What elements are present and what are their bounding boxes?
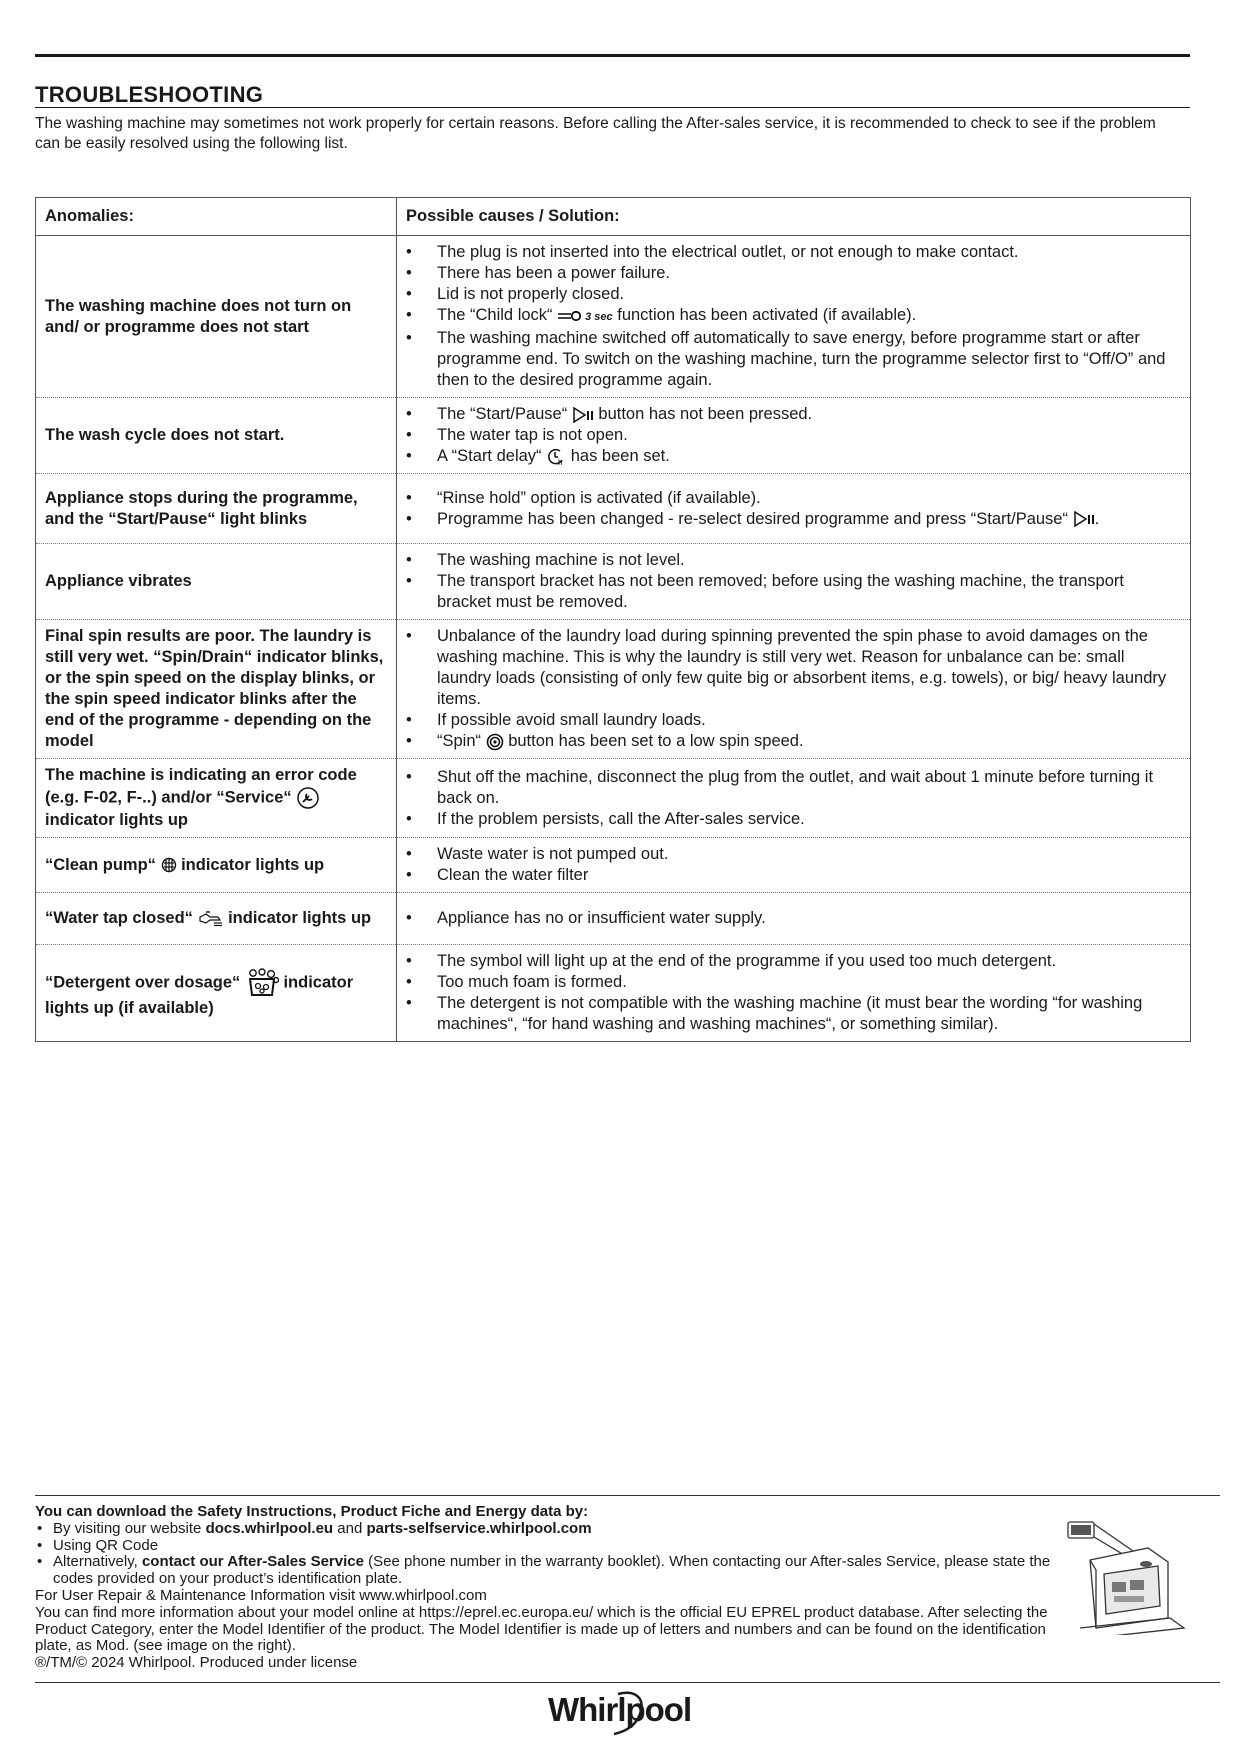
solution-cell (397, 474, 1191, 544)
text: has been set. (566, 447, 670, 465)
after-sales-text: contact our After-Sales Service (141, 1553, 364, 1571)
start-pause-icon (1073, 511, 1095, 527)
table-row (36, 474, 1191, 544)
causes-list (397, 242, 1178, 391)
text: “Water tap closed“ (45, 909, 198, 927)
text: The “Child lock“ (437, 306, 558, 324)
title-rule (35, 107, 1190, 108)
website-link-docs[interactable]: docs.whirlpool.eu (205, 1519, 334, 1537)
list-item (397, 908, 1178, 929)
list-item: • Using QR Code (35, 1538, 1055, 1555)
text: Shut off the machine, disconnect the plug from the outlet, and wait about 1 minute before turning it back on. (437, 767, 1154, 807)
table-row (36, 945, 1191, 1042)
list-item (397, 809, 1178, 830)
repair-info: For User Repair & Maintenance Information visit www.whirlpool.com (35, 1586, 487, 1604)
water-tap-icon (198, 911, 224, 927)
anomaly-cell (36, 398, 397, 474)
table-row (36, 838, 1191, 893)
text: If the problem persists, call the After-sales service. (437, 809, 805, 828)
text: indicator lights up (45, 811, 188, 829)
list-item (397, 731, 1178, 752)
icon-caption: 3 sec (585, 311, 613, 323)
logo-text: Whirlpool (548, 1691, 692, 1728)
text: indicator lights up (176, 855, 325, 874)
text: The washing machine switched off automatically to save energy, before programme start or after programme end. To switch on the washing machine, turn the programme selector first to “Off/O” and then to the desired programme again. (437, 329, 1166, 389)
text: The “Start/Pause“ (437, 405, 572, 423)
footer-info (35, 1504, 1055, 1672)
list-item (397, 305, 1178, 328)
footer-text: By visiting our website (53, 1519, 206, 1537)
list-item (397, 993, 1178, 1035)
text: “Detergent over dosage“ (45, 972, 245, 991)
list-item (397, 626, 1178, 710)
anomalies-header: Anomalies: (36, 198, 397, 236)
start-pause-icon (572, 407, 594, 423)
anomaly-cell (36, 893, 397, 945)
spin-icon (486, 733, 504, 751)
anomaly-cell (36, 838, 397, 893)
list-item (397, 865, 1178, 886)
text: Programme has been changed - re-select desired programme and press “Start/Pause“ (437, 509, 1073, 528)
causes-list (397, 951, 1178, 1035)
text: “Clean pump“ (45, 855, 161, 874)
list-item (397, 242, 1178, 263)
text: indicator lights up (if available) (45, 972, 354, 1017)
text: “Spin“ (437, 732, 486, 750)
text: button has been set to a low spin speed. (503, 732, 804, 750)
solution-cell (397, 893, 1191, 945)
list-item (397, 710, 1178, 731)
footer-list (35, 1521, 1055, 1588)
footer-heading: You can download the Safety Instructions, Product Fiche and Energy data by: (35, 1503, 589, 1520)
list-item (397, 550, 1178, 571)
list-item (35, 1554, 1055, 1588)
anomaly-cell (36, 474, 397, 544)
table-header-row (36, 198, 1191, 236)
text: Appliance has no or insufficient water supply. (437, 909, 766, 927)
troubleshooting-table (35, 197, 1191, 1042)
identification-plate-illustration (1060, 1510, 1190, 1635)
solution-cell (397, 838, 1191, 893)
text: The water tap is not open. (437, 426, 628, 444)
solution-cell (397, 759, 1191, 838)
list-item (397, 328, 1178, 391)
text: . (1094, 509, 1100, 528)
causes-list (397, 767, 1178, 830)
text: Unbalance of the laundry load during spinning prevented the spin phase to avoid damages on the washing machine. This is why the laundry is still very wet. Reason for unbalance can be: small laundry loads (consisting of only few quite big or absorbent items, e.g. towels), or big/ heavy laundry items. (437, 627, 1167, 708)
list-item (397, 488, 1178, 509)
list-item (397, 767, 1178, 809)
footer-rule-bottom (35, 1682, 1220, 1683)
solutions-header: Possible causes / Solution: (397, 198, 1191, 236)
detergent-overdose-icon (245, 968, 279, 998)
service-icon (296, 786, 320, 810)
causes-list (397, 908, 1178, 929)
table-row (36, 236, 1191, 398)
table-row (36, 398, 1191, 474)
table-row (36, 620, 1191, 759)
anomaly-cell (36, 620, 397, 759)
footer-text: (See phone number in the warranty booklet). When contacting our After-sales Service, please state the codes provided on your product’s identification plate. (53, 1553, 1051, 1588)
solution-cell (397, 398, 1191, 474)
top-rule (35, 54, 1190, 57)
clean-pump-icon (161, 857, 177, 873)
list-item (397, 263, 1178, 284)
table-body (36, 236, 1191, 1042)
causes-list (397, 844, 1178, 886)
text: The washing machine does not turn on and/ or programme does not start (45, 296, 352, 336)
text: The detergent is not compatible with the washing machine (it must bear the wording “for washing machines“, “for hand washing and washing machines“, or something similar). (437, 994, 1143, 1033)
copyright: ®/TM/© 2024 Whirlpool. Produced under license (35, 1654, 358, 1672)
text: The transport bracket has not been removed; before using the washing machine, the transport bracket must be removed. (437, 572, 1124, 611)
list-item (35, 1521, 1055, 1538)
table-row (36, 893, 1191, 945)
causes-list (397, 404, 1178, 467)
svg-text:h: h (558, 457, 563, 466)
text: The washing machine is not level. (437, 551, 685, 569)
solution-cell (397, 544, 1191, 620)
footer-text: Alternatively, (53, 1553, 142, 1571)
list-item (397, 972, 1178, 993)
eprel-info: You can find more information about your model online at https://eprel.ec.europa.eu/ which is the official EU EPREL product database. After selecting the Product Category, enter the Model Identifier of the product. The Model Identifier is made up of letters and numbers and can be found on the identification plate, as Mod. (see image on the right). (35, 1603, 1048, 1655)
text: Lid is not properly closed. (437, 285, 625, 303)
solution-cell (397, 620, 1191, 759)
text: The machine is indicating an error code (e.g. F-02, F-..) and/or “Service“ (45, 766, 357, 807)
solution-cell (397, 945, 1191, 1042)
text: Final spin results are poor. The laundry is still very wet. “Spin/Drain“ indicator blinks, or the spin speed on the display blinks, or the spin speed indicator blinks after the end of the programme - depending on the model (45, 627, 384, 750)
text: There has been a power failure. (437, 264, 670, 282)
anomaly-cell (36, 945, 397, 1042)
anomaly-cell (36, 759, 397, 838)
text: The wash cycle does not start. (45, 426, 285, 444)
whirlpool-logo (548, 1688, 698, 1736)
text: A “Start delay“ (437, 447, 547, 465)
text: If possible avoid small laundry loads. (437, 711, 706, 729)
list-item (397, 284, 1178, 305)
footer-rule-top (35, 1495, 1220, 1496)
text: “Rinse hold” option is activated (if available). (437, 488, 761, 507)
list-item (397, 446, 1178, 467)
causes-list (397, 626, 1178, 752)
text: Appliance vibrates (45, 572, 192, 590)
website-link-parts[interactable]: parts-selfservice.whirlpool.com (366, 1519, 592, 1537)
causes-list (397, 550, 1178, 613)
list-item (397, 951, 1178, 972)
text: button has not been pressed. (593, 405, 813, 423)
text: The symbol will light up at the end of the programme if you used too much detergent. (437, 952, 1057, 970)
table-row (36, 544, 1191, 620)
list-item (397, 571, 1178, 613)
text: function has been activated (if available). (612, 306, 917, 324)
table-row (36, 759, 1191, 838)
footer-text: and (333, 1519, 367, 1537)
intro-text: The washing machine may sometimes not work properly for certain reasons. Before calling the After-sales service, it is recommended to check to see if the problem can be easily resolved using the following list. (35, 115, 1156, 152)
text: Waste water is not pumped out. (437, 845, 669, 863)
list-item (397, 425, 1178, 446)
text: indicator lights up (223, 909, 372, 927)
start-delay-icon (546, 448, 566, 466)
list-item (397, 404, 1178, 425)
list-item (397, 844, 1178, 865)
anomaly-cell (36, 544, 397, 620)
text: Too much foam is formed. (437, 973, 627, 991)
causes-list (397, 488, 1178, 530)
child-lock-icon (557, 309, 583, 323)
text: Appliance stops during the programme, and the “Start/Pause“ light blinks (45, 488, 358, 528)
text: Clean the water filter (437, 866, 589, 884)
text: The plug is not inserted into the electrical outlet, or not enough to make contact. (437, 243, 1019, 261)
list-item (397, 509, 1178, 530)
solution-cell (397, 236, 1191, 398)
page-title: TROUBLESHOOTING (35, 82, 264, 107)
anomaly-cell (36, 236, 397, 398)
